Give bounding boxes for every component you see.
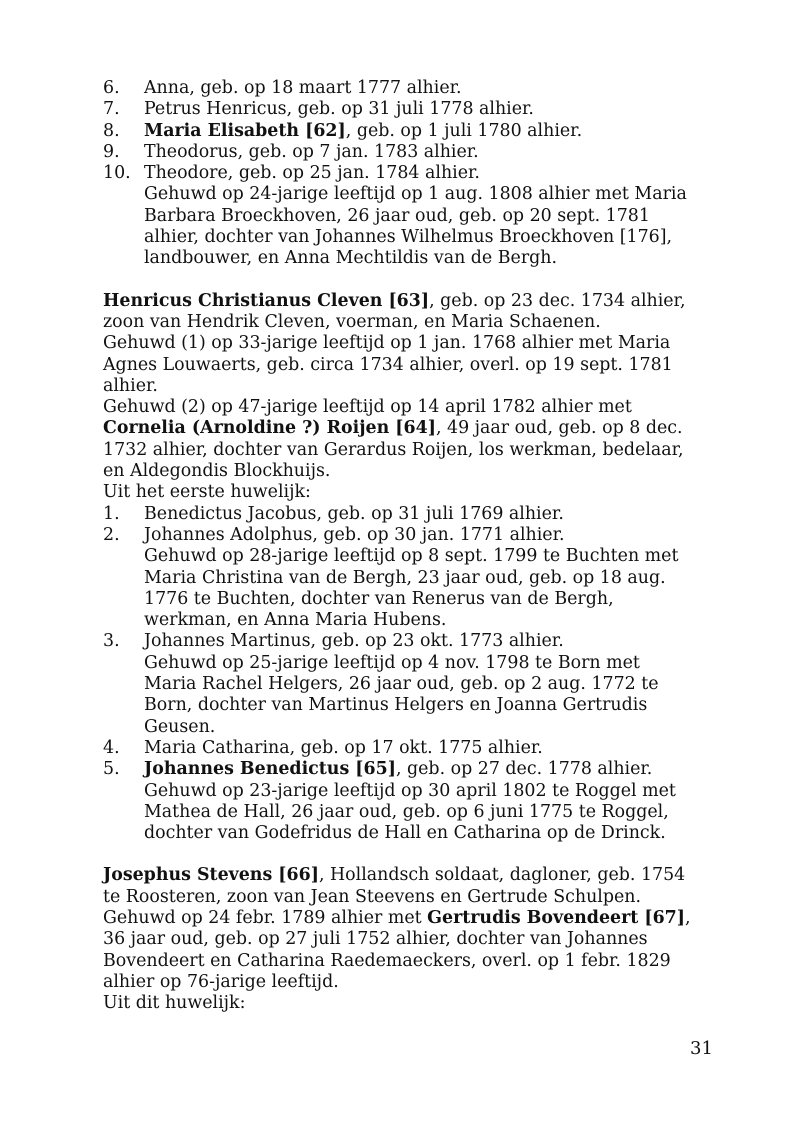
text-line: [103, 461, 723, 482]
text-run: Benedictus Jacobus, geb. op 31 juli 1769 alhier.: [144, 503, 564, 524]
text-run: , 49 jaar oud, geb. op 8 dec.: [435, 418, 683, 439]
text-line: [144, 504, 723, 525]
text-run: , geb. op 23 dec. 1734 alhier,: [429, 290, 686, 311]
text-run: Gehuwd (1) op 33-jarige leeftijd op 1 jan. 1768 alhier met Maria: [103, 333, 671, 354]
entry-henricus-christianus-cleven: [103, 291, 723, 504]
list-number: 2.: [103, 524, 120, 545]
text-run: Gehuwd op 28-jarige leeftijd op 8 sept. 1799 te Buchten met: [144, 546, 679, 567]
text-line: [144, 248, 723, 269]
text-run: Maria Rachel Helgers, 26 jaar oud, geb. op 2 aug. 1772 te: [144, 674, 659, 695]
text-run: Johannes Adolphus, geb. op 30 jan. 1771 alhier.: [144, 524, 565, 545]
person-name: Gertrudis Bovendeert [67]: [427, 907, 685, 928]
list-number: 4.: [103, 737, 120, 758]
text-line: [144, 802, 723, 823]
text-line: [144, 568, 723, 589]
text-run: Maria Catharina, geb. op 17 okt. 1775 alhier.: [144, 737, 543, 758]
text-run: alhier op 76-jarige leeftijd.: [103, 971, 339, 992]
text-line: [144, 589, 723, 610]
list-number: 1.: [103, 503, 120, 524]
list-number: 10.: [103, 163, 131, 184]
person-name: Johannes Benedictus [65]: [144, 759, 396, 780]
list-item: [103, 121, 723, 142]
text-run: 1732 alhier, dochter van Gerardus Roijen, los werkman, bedelaar,: [103, 439, 684, 460]
list-item: [103, 759, 723, 844]
text-run: Bovendeert en Catharina Raedemaeckers, overl. op 1 febr. 1829: [103, 950, 671, 971]
person-name: Henricus Christianus Cleven [63]: [103, 290, 430, 311]
page-number: 31: [690, 1038, 713, 1059]
text-line: [103, 972, 723, 993]
text-run: dochter van Godefridus de Hall en Catharina op de Drinck.: [144, 823, 666, 844]
text-run: Petrus Henricus, geb. op 31 juli 1778 alhier.: [144, 99, 534, 120]
text-line: [103, 291, 723, 312]
text-run: alhier.: [103, 375, 158, 396]
text-line: [103, 440, 723, 461]
text-run: Geusen.: [144, 716, 216, 737]
text-line: [103, 887, 723, 908]
text-run: Gehuwd op 23-jarige leeftijd op 30 april 1802 te Roggel met: [144, 780, 676, 801]
text-line: [103, 993, 723, 1014]
text-line: [103, 865, 723, 886]
text-line: [103, 482, 723, 503]
text-line: [103, 355, 723, 376]
text-line: [144, 738, 723, 759]
text-line: [144, 717, 723, 738]
text-line: [144, 163, 723, 184]
list-item: [103, 99, 723, 120]
list-item: [103, 78, 723, 99]
list-item: [103, 142, 723, 163]
text-run: werkman, en Anna Maria Hubens.: [144, 610, 447, 631]
text-line: [144, 121, 723, 142]
text-line: [144, 206, 723, 227]
text-run: Theodore, geb. op 25 jan. 1784 alhier.: [144, 163, 480, 184]
text-line: [144, 653, 723, 674]
text-run: Anna, geb. op 18 maart 1777 alhier.: [144, 78, 462, 98]
text-run: Uit het eerste huwelijk:: [103, 482, 311, 503]
person-name: Cornelia (Arnoldine ?) Roijen [64]: [103, 418, 436, 439]
text-run: zoon van Hendrik Cleven, voerman, en Maria Schaenen.: [103, 311, 601, 332]
text-run: alhier, dochter van Johannes Wilhelmus Broeckhoven [176],: [144, 227, 673, 248]
text-run: Barbara Broeckhoven, 26 jaar oud, geb. op 20 sept. 1781: [144, 205, 650, 226]
list-number: 7.: [103, 99, 120, 120]
text-line: [103, 908, 723, 929]
text-run: 1776 te Buchten, dochter van Renerus van de Bergh,: [144, 588, 614, 609]
page-text: [103, 78, 723, 1014]
text-run: en Aldegondis Blockhuijs.: [103, 461, 331, 482]
text-line: [144, 674, 723, 695]
text-line: [103, 333, 723, 354]
person-name: Josephus Stevens [66]: [103, 865, 319, 886]
list-number: 8.: [103, 120, 120, 141]
text-line: [144, 631, 723, 652]
text-run: te Roosteren, zoon van Jean Steevens en Gertrude Schulpen.: [103, 886, 642, 907]
list-item: [103, 525, 723, 631]
list-number: 6.: [103, 78, 120, 98]
text-line: [103, 312, 723, 333]
list-number: 3.: [103, 631, 120, 652]
text-run: , Hollandsch soldaat, dagloner, geb. 1754: [318, 865, 686, 886]
text-run: Agnes Louwaerts, geb. circa 1734 alhier, overl. op 19 sept. 1781: [103, 354, 673, 375]
text-run: Theodorus, geb. op 7 jan. 1783 alhier.: [144, 141, 479, 162]
text-run: Gehuwd (2) op 47-jarige leeftijd op 14 april 1782 alhier met: [103, 397, 632, 418]
text-line: [103, 397, 723, 418]
text-run: Maria Christina van de Bergh, 23 jaar oud, geb. op 18 aug.: [144, 567, 666, 588]
person-name: Maria Elisabeth [62]: [144, 120, 346, 141]
section-gap: [103, 270, 723, 291]
text-line: [144, 99, 723, 120]
text-run: Born, dochter van Martinus Helgers en Joanna Gertrudis: [144, 695, 648, 716]
text-run: Uit dit huwelijk:: [103, 993, 246, 1014]
text-run: Mathea de Hall, 26 jaar oud, geb. op 6 juni 1775 te Roggel,: [144, 801, 669, 822]
text-run: landbouwer, en Anna Mechtildis van de Bergh.: [144, 248, 557, 269]
text-run: , geb. op 27 dec. 1778 alhier.: [395, 759, 653, 780]
text-line: [103, 951, 723, 972]
text-run: , geb. op 1 juli 1780 alhier.: [345, 120, 583, 141]
list-item: [103, 163, 723, 269]
section-gap: [103, 844, 723, 865]
text-line: [103, 929, 723, 950]
text-line: [144, 142, 723, 163]
text-line: [144, 759, 723, 780]
list-item: [103, 504, 723, 525]
list-number: 9.: [103, 141, 120, 162]
text-line: [103, 376, 723, 397]
entry-josephus-stevens: [103, 865, 723, 1014]
text-run: Johannes Martinus, geb. op 23 okt. 1773 alhier.: [144, 631, 564, 652]
children-list-continued: [103, 78, 723, 270]
text-run: Gehuwd op 25-jarige leeftijd op 4 nov. 1798 te Born met: [144, 652, 640, 673]
list-number: 5.: [103, 759, 120, 780]
text-line: [103, 418, 723, 439]
text-line: [144, 227, 723, 248]
text-line: [144, 823, 723, 844]
list-item: [103, 738, 723, 759]
text-run: 36 jaar oud, geb. op 27 juli 1752 alhier, dochter van Johannes: [103, 929, 648, 950]
text-line: [144, 184, 723, 205]
children-list-cleven: [103, 504, 723, 845]
text-line: [144, 695, 723, 716]
text-line: [144, 525, 723, 546]
text-line: [144, 610, 723, 631]
text-line: [144, 78, 723, 99]
list-item: [103, 631, 723, 737]
text-line: [144, 546, 723, 567]
text-line: [144, 781, 723, 802]
text-run: Gehuwd op 24-jarige leeftijd op 1 aug. 1808 alhier met Maria: [144, 184, 687, 205]
text-run: ,: [685, 907, 691, 928]
text-run: Gehuwd op 24 febr. 1789 alhier met: [103, 907, 428, 928]
